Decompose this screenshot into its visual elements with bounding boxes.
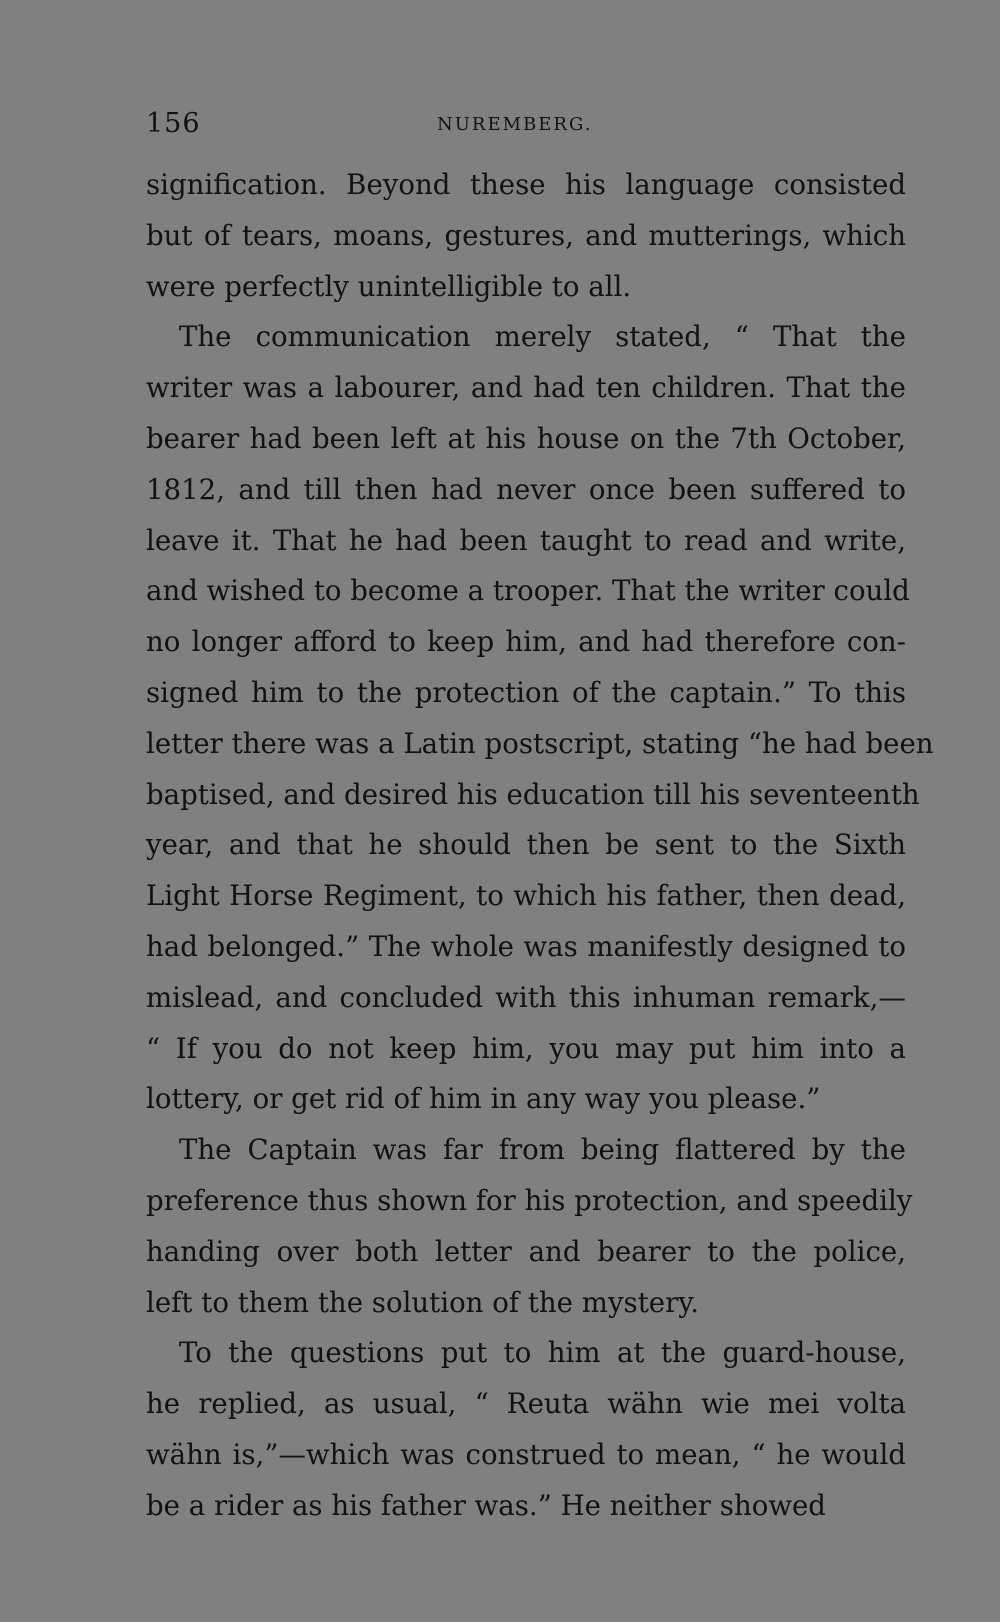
text-line: but of tears, moans, gestures, and mutterings, which — [146, 218, 906, 252]
paragraph — [146, 1328, 906, 1531]
text-line: lottery, or get rid of him in any way you please.” — [146, 1082, 821, 1116]
text-line: he replied, as usual, “ Reuta wähn wie mei volta — [146, 1387, 906, 1421]
running-title: NUREMBERG. — [437, 114, 593, 135]
text-line: baptised, and desired his education till his seventeenth — [146, 777, 920, 811]
page-number: 156 — [146, 108, 201, 139]
text-line: handing over both letter and bearer to the police, — [146, 1234, 906, 1268]
text-line: To the questions put to him at the guard-house, — [179, 1336, 906, 1370]
text-line: mislead, and concluded with this inhuman remark,— — [146, 980, 906, 1014]
text-line: bearer had been left at his house on the 7th October, — [146, 421, 906, 455]
text-line: writer was a labourer, and had ten children. That the — [146, 371, 906, 405]
text-line: 1812, and till then had never once been suffered to — [146, 472, 906, 506]
text-line: “ If you do not keep him, you may put him into a — [146, 1031, 906, 1065]
text-line: year, and that he should then be sent to the Sixth — [146, 828, 906, 862]
text-line: letter there was a Latin postscript, stating “he had been — [146, 726, 934, 760]
text-line: be a rider as his father was.” He neither showed — [146, 1488, 826, 1522]
body-text — [146, 160, 934, 1532]
text-line: no longer afford to keep him, and had therefore con- — [146, 625, 906, 659]
paragraph — [146, 160, 906, 312]
text-line: The communication merely stated, “ That the — [179, 320, 906, 354]
book-page — [146, 98, 934, 1532]
text-line: had belonged.” The whole was manifestly designed to — [146, 929, 906, 963]
paragraph — [146, 312, 934, 1125]
text-line: signification. Beyond these his language consisted — [146, 168, 906, 201]
text-line: wähn is,”—which was construed to mean, “ he would — [146, 1437, 906, 1471]
text-line: signed him to the protection of the captain.” To this — [146, 675, 906, 709]
text-line: were perfectly unintelligible to all. — [146, 269, 632, 303]
paragraph — [146, 1125, 913, 1328]
text-line: preference thus shown for his protection, and speedily — [146, 1183, 913, 1217]
text-line: Light Horse Regiment, to which his father, then dead, — [146, 879, 906, 913]
page-header — [146, 98, 906, 160]
text-line: The Captain was far from being flattered by the — [179, 1133, 906, 1167]
text-line: left to them the solution of the mystery. — [146, 1285, 700, 1319]
text-line: and wished to become a trooper. That the writer could — [146, 574, 910, 608]
text-line: leave it. That he had been taught to read and write, — [146, 523, 906, 557]
